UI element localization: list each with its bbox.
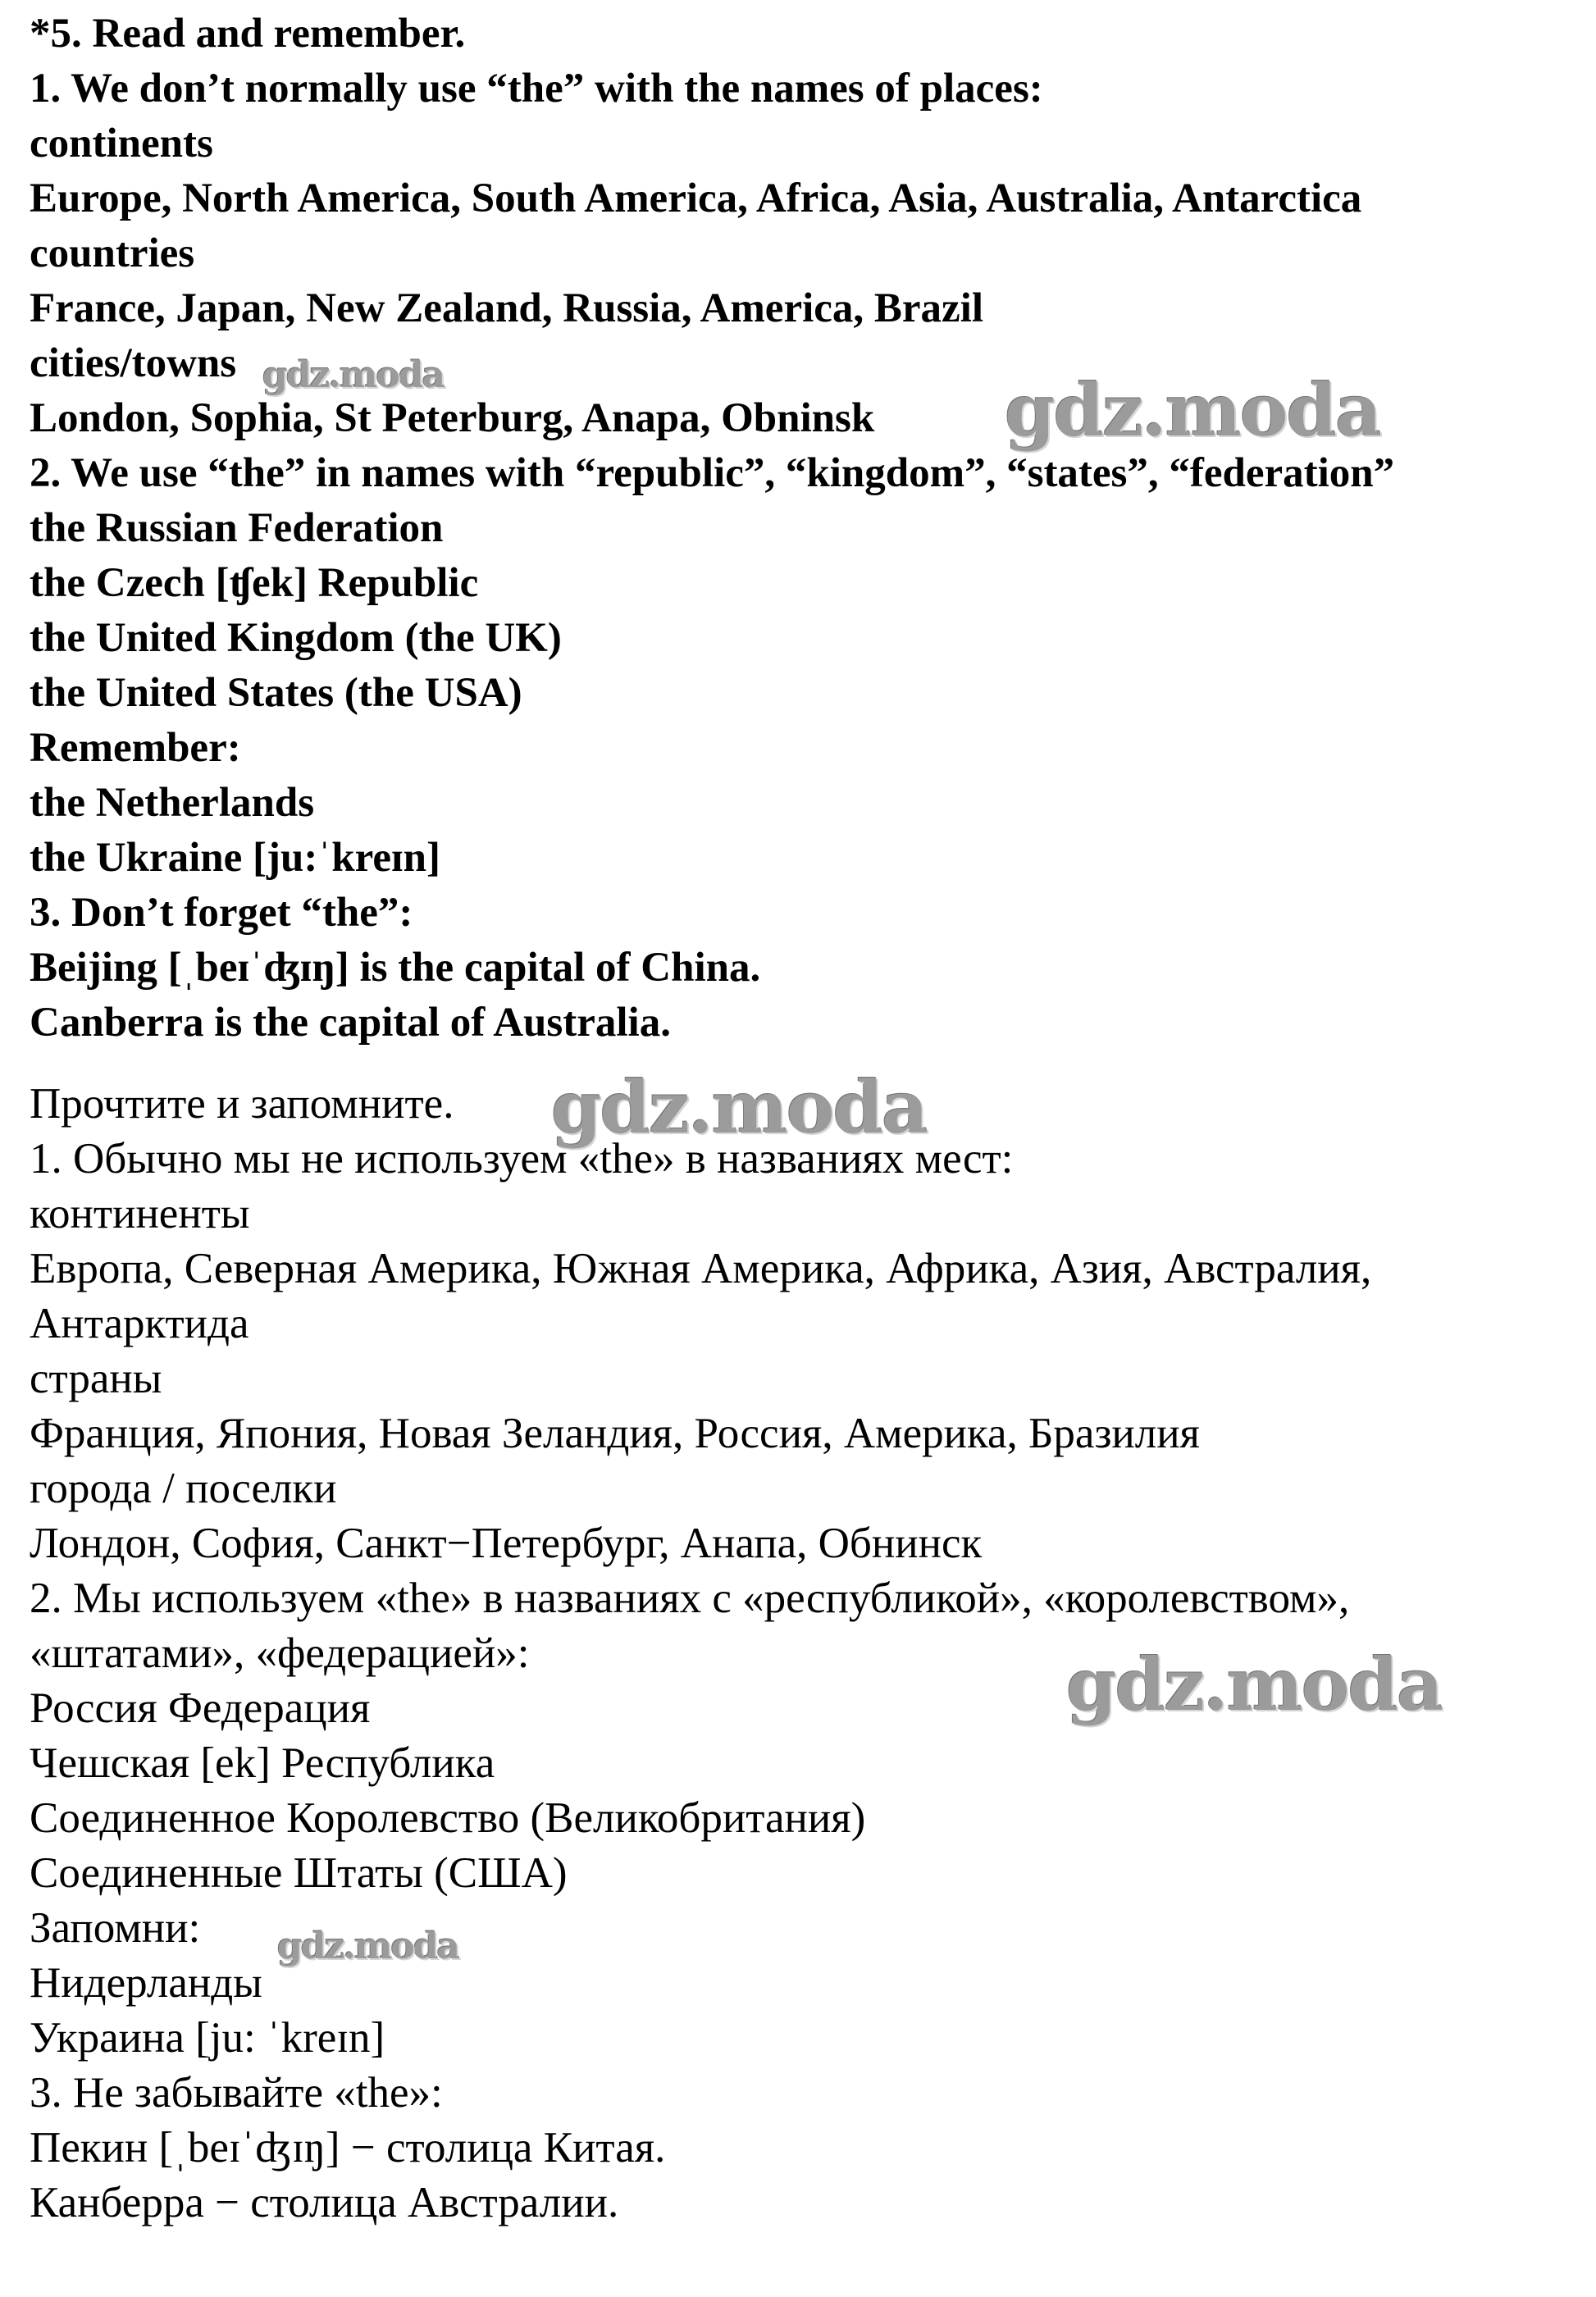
remember-heading: Remember: (30, 725, 241, 771)
translation-list: Антарктида (30, 1300, 249, 1347)
translation-title: Прочтите и запомните. (30, 1080, 454, 1128)
translation-example: Россия Федерация (30, 1684, 371, 1732)
rule-3-heading: 3. Don’t forget “the”: (30, 890, 413, 936)
translation-category: континенты (30, 1190, 250, 1237)
translation-example: Соединенные Штаты (США) (30, 1849, 568, 1897)
example-line: the Ukraine [ju:ˈkreɪn] (30, 835, 441, 881)
example-line: the United States (the USA) (30, 670, 522, 716)
example-line: the Russian Federation (30, 505, 444, 551)
translation-category: страны (30, 1355, 162, 1402)
translation-category: города / поселки (30, 1465, 337, 1512)
countries-list: France, Japan, New Zealand, Russia, America, Brazil (30, 285, 984, 331)
category-cities: cities/towns (30, 340, 237, 386)
watermark: gdz.moda (1066, 1642, 1443, 1727)
watermark: gdz.moda (277, 1926, 459, 1967)
exercise-title: *5. Read and remember. (30, 11, 466, 57)
translation-example: Нидерланды (30, 1959, 262, 2007)
watermark: gdz.moda (551, 1064, 928, 1150)
watermark: gdz.moda (262, 354, 445, 396)
translation-list: Европа, Северная Америка, Южная Америка, Африка, Азия, Австралия, (30, 1245, 1372, 1292)
translation-rule-2-cont: «штатами», «федерацией»: (30, 1629, 530, 1677)
translation-list: Лондон, София, Санкт−Петербург, Анапа, Обнинск (30, 1520, 983, 1567)
translation-remember: Запомни: (30, 1904, 201, 1952)
translation-example: Чешская [ek] Республика (30, 1739, 495, 1787)
rule-1-heading: 1. We don’t normally use “the” with the names of places: (30, 66, 1043, 112)
translation-example: Украина [ju: ˈkreɪn] (30, 2014, 385, 2062)
example-line: the Netherlands (30, 780, 315, 826)
example-line: Beijing [ˌbeɪˈʤɪŋ] is the capital of China. (30, 945, 761, 991)
translation-rule-3: 3. Не забывайте «the»: (30, 2069, 443, 2117)
example-line: the United Kingdom (the UK) (30, 615, 562, 661)
translation-example: Пекин [ˌbeɪˈʤɪŋ] − столица Китая. (30, 2124, 666, 2172)
translation-example: Канберра − столица Австралии. (30, 2179, 619, 2226)
continents-list: Europe, North America, South America, Africa, Asia, Australia, Antarctica (30, 175, 1362, 221)
english-section (30, 7, 1588, 1051)
translation-rule-2: 2. Мы используем «the» в названиях с «республикой», «королевством», (30, 1575, 1350, 1622)
example-line: Canberra is the capital of Australia. (30, 1000, 671, 1046)
rule-2-heading: 2. We use “the” in names with “republic”, “kingdom”, “states”, “federation” (30, 450, 1395, 496)
category-countries: countries (30, 230, 195, 276)
category-continents: continents (30, 121, 213, 166)
translation-example: Соединенное Королевство (Великобритания) (30, 1794, 866, 1842)
example-line: the Czech [ʧek] Republic (30, 560, 479, 606)
cities-list: London, Sophia, St Peterburg, Anapa, Obninsk (30, 395, 875, 441)
watermark: gdz.moda (1005, 367, 1381, 453)
translation-rule-1: 1. Обычно мы не используем «the» в названиях мест: (30, 1135, 1014, 1183)
translation-list: Франция, Япония, Новая Зеландия, Россия, Америка, Бразилия (30, 1410, 1200, 1457)
